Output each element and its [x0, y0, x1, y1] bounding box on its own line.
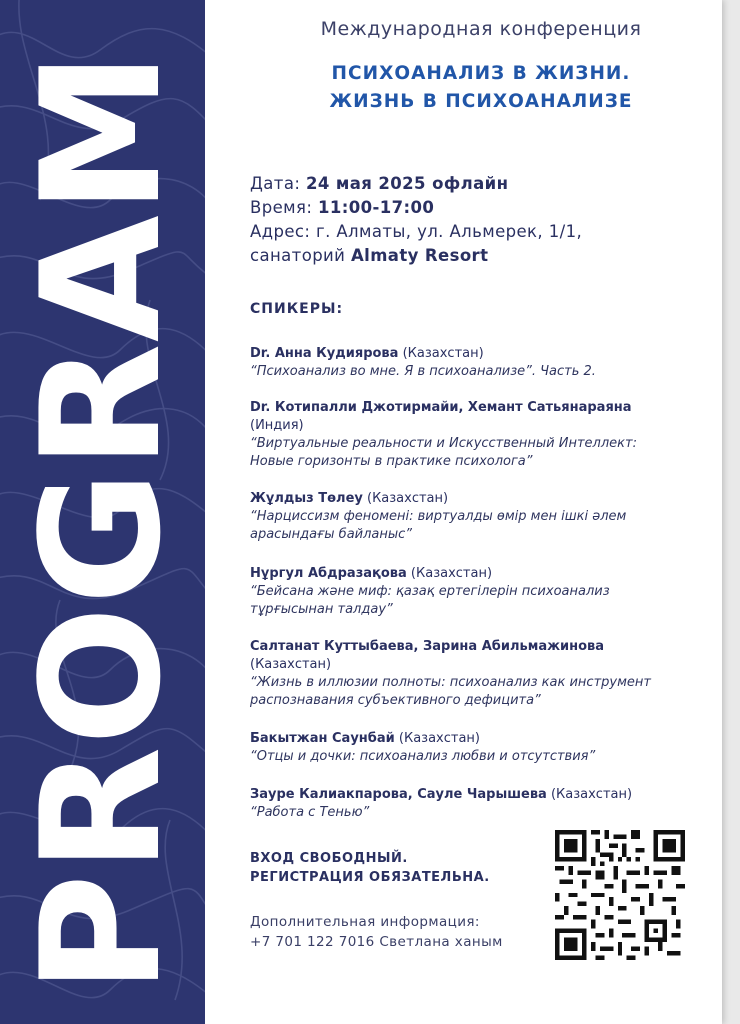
speaker-topic-cont: Новые горизонты в практике психолога”: [250, 454, 533, 469]
speakers-heading: СПИКЕРЫ:: [250, 301, 344, 317]
event-info: [250, 172, 582, 268]
speaker-topic: “Нарциссизм феномені: виртуалды өмір мен ішкі әлем: [250, 509, 627, 524]
address-line-2: [250, 244, 582, 268]
speaker-name: Зауре Калиакпарова, Сауле Чарышева: [250, 787, 547, 802]
title-line-2: ЖИЗНЬ В ПСИХОАНАЛИЗЕ: [329, 91, 633, 112]
address-line-1: Адрес: г. Алматы, ул. Альмерек, 1/1,: [250, 222, 583, 241]
time-label: Время:: [250, 198, 313, 217]
speaker-topic-cont: тұрғысынан талдау”: [250, 602, 393, 617]
speaker-item: [250, 565, 712, 619]
qr-code[interactable]: [555, 830, 685, 960]
time-row: [250, 196, 582, 220]
speaker-topic: “Виртуальные реальности и Искусственный Интеллект:: [250, 436, 637, 451]
conference-title: [286, 60, 676, 116]
speaker-country: (Индия): [250, 418, 304, 433]
date-label: Дата:: [250, 174, 301, 193]
speaker-topic: “Отцы и дочки: психоанализ любви и отсутствия”: [250, 749, 596, 764]
speaker-country: (Казахстан): [410, 566, 493, 581]
side-band: [0, 0, 205, 1024]
speaker-name: Жұлдыз Төлеу: [250, 491, 363, 506]
entry-free: ВХОД СВОБОДНЫЙ.: [250, 851, 408, 866]
address-venue: Almaty Resort: [350, 246, 489, 265]
speaker-topic: “Бейсана және миф: қазақ ертегілерін психоанализ: [250, 584, 610, 599]
speaker-item: [250, 399, 712, 471]
speaker-name: Салтанат Куттыбаева, Зарина Абильмажинова: [250, 639, 605, 654]
program-vertical-title: PROGRAM: [6, 50, 197, 994]
speaker-item: [250, 345, 712, 381]
speaker-item: [250, 786, 712, 822]
speaker-topic-cont: распознавания субъективного дефицита”: [250, 693, 541, 708]
speaker-name: Нұргул Абдразақова: [250, 566, 407, 581]
contact-phone: +7 701 122 7016 Светлана ханым: [250, 934, 503, 950]
date-value: 24 мая 2025 офлайн: [305, 174, 509, 193]
speaker-name: Бакытжан Саунбай: [250, 731, 395, 746]
address-prefix: санаторий: [250, 246, 346, 265]
speaker-item: [250, 490, 712, 544]
speaker-topic: “Жизнь в иллюзии полноты: психоанализ как инструмент: [250, 675, 651, 690]
speaker-topic-cont: арасындағы байланыс”: [250, 527, 413, 542]
speaker-country: (Казахстан): [367, 491, 449, 506]
conference-label: Международная конференция: [320, 18, 642, 40]
registration-required: РЕГИСТРАЦИЯ ОБЯЗАТЕЛЬНА.: [250, 870, 490, 885]
speaker-item: [250, 638, 712, 710]
speaker-topic: “Психоанализ во мне. Я в психоанализе”. Часть 2.: [250, 364, 596, 379]
time-value: 11:00-17:00: [317, 198, 435, 217]
speaker-item: [250, 730, 712, 766]
contact-info: [250, 912, 503, 952]
speaker-country: (Казахстан): [250, 657, 332, 672]
entry-notice: [250, 849, 490, 887]
speaker-name: Dr. Котипалли Джотирмайи, Хемант Сатьянараяна: [250, 400, 632, 415]
contact-label: Дополнительная информация:: [250, 914, 480, 930]
speaker-name: Dr. Анна Кудиярова: [250, 346, 399, 361]
speaker-country: (Казахстан): [398, 731, 480, 746]
speaker-country: (Казахстан): [402, 346, 484, 361]
date-row: [250, 172, 582, 196]
speaker-topic: “Работа с Тенью”: [250, 805, 370, 820]
speaker-country: (Казахстан): [550, 787, 633, 802]
title-line-1: ПСИХОАНАЛИЗ В ЖИЗНИ.: [331, 63, 631, 84]
